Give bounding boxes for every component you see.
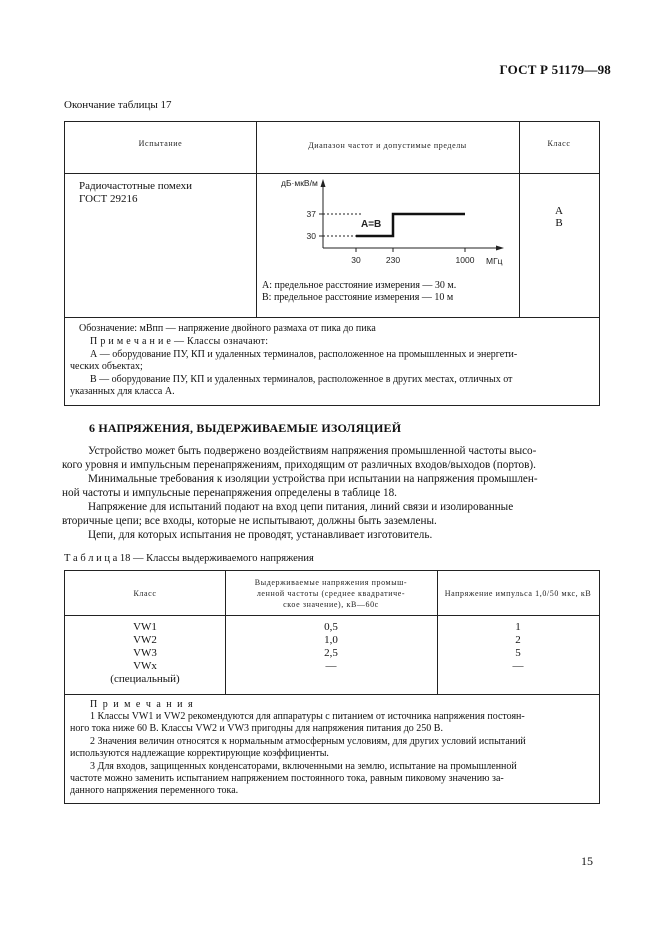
test-name: Радиочастотные помехи [79, 180, 192, 192]
row-1-ac: 0,5 [324, 621, 338, 633]
note-1-line1: 1 Классы VW1 и VW2 рекомендуются для аппаратуры с питанием от источника напряжения постоян- [90, 711, 525, 722]
paragraph-2-text: Минимальные требования к изоляции устройства при испытании на напряжения промышлен- [88, 473, 538, 485]
row-1-class: VW1 [133, 621, 157, 633]
row-3-class: VW3 [133, 647, 157, 659]
row-2-impulse: 2 [515, 634, 521, 646]
row-4-class: VWx [133, 660, 157, 672]
note-class-b-line2: указанных для класса А. [70, 386, 175, 397]
page-number: 15 [581, 854, 593, 868]
note-class-a-line1: А — оборудование ПУ, КП и удаленных терминалов, расположенное на промышленных и энергети- [90, 349, 518, 360]
paragraph-2-line1 [62, 472, 600, 486]
row-3-ac: 2,5 [324, 647, 338, 659]
note-class-b-line1: В — оборудование ПУ, КП и удаленных терминалов, расположенное в других местах, отличных от [90, 374, 513, 385]
chart-x-axis-arrow [496, 246, 504, 251]
table17-header-range: Диапазон частот и допустимые пределы [308, 141, 467, 150]
table18-header-impulse: Напряжение импульса 1,0/50 мкс, кВ [444, 589, 592, 598]
note-2-line2: используются надлежащие корректирующие коэффициенты. [70, 748, 329, 759]
table17-caption: Окончание таблицы 17 [64, 99, 172, 111]
chart-y-label: дБ·мкВ/м [281, 178, 318, 188]
designation-note: Обозначение: мВпп — напряжение двойного размаха от пика до пика [79, 323, 376, 334]
paragraph-1-line2: кого уровня и импульсным перенапряжениям, приходящим от различных входов/выходов (портов). [62, 459, 536, 471]
note-3-line1: 3 Для входов, защищенных конденсаторами, включенными на землю, испытание на промышленной [90, 761, 517, 772]
note-3-line2: частоте можно заменить испытанием напряжением постоянного тока, равным пиковому значению за- [70, 773, 504, 784]
table18-header-ac-line3: ское значение), кВ—60с [283, 600, 379, 609]
paragraph-1-text: Устройство может быть подвержено воздействиям напряжения промышленной частоты высо- [88, 445, 537, 457]
chart-annotation: А=В [361, 219, 382, 230]
note-3-line3: данного напряжения переменного тока. [70, 785, 239, 796]
row-4-ac: — [325, 660, 337, 672]
note-1-line2: ного тока ниже 60 В. Классы VW2 и VW3 пригодны для напряжения питания до 250 В. [70, 723, 443, 734]
paragraph-1-line1 [62, 444, 600, 458]
paragraph-2-line2: ной частоты и импульсные перенапряжения определены в таблице 18. [62, 487, 397, 499]
note-title: П р и м е ч а н и е — Классы означают: [90, 336, 269, 347]
table18-header-ac-line1: Выдерживаемые напряжения промыш- [254, 578, 408, 587]
class-b: В [555, 217, 563, 229]
row-4-impulse: — [512, 660, 524, 672]
paragraph-4-text: Цепи, для которых испытания не проводят, устанавливает изготовитель. [88, 529, 433, 541]
row-1-impulse: 1 [515, 621, 521, 633]
table18-header-class: Класс [133, 589, 157, 598]
row-2-ac: 1,0 [324, 634, 338, 646]
test-standard: ГОСТ 29216 [79, 193, 138, 205]
table18-caption: Т а б л и ц а 18 — Классы выдерживаемого напряжения [64, 553, 314, 564]
chart-x-tick-label-30: 30 [351, 255, 361, 265]
row-3-impulse: 5 [515, 647, 521, 659]
table18 [64, 570, 600, 804]
paragraph-3-text: Напряжение для испытаний подают на вход цепи питания, линий связи и изолированные [88, 501, 514, 513]
note-b: В: предельное расстояние измерения — 10 м [262, 292, 454, 303]
paragraph-4-line1 [62, 528, 600, 542]
paragraph-3-line1 [62, 500, 600, 514]
section-title: 6 НАПРЯЖЕНИЯ, ВЫДЕРЖИВАЕМЫЕ ИЗОЛЯЦИЕЙ [89, 421, 402, 435]
table17-header-class: Класс [547, 139, 571, 148]
table17-header-test: Испытание [138, 139, 183, 148]
paragraph-3-line2: вторичные цепи; все входы, которые не испытывают, должны быть заземлены. [62, 515, 437, 527]
row-4-class-special: (специальный) [110, 673, 180, 685]
row-2-class: VW2 [133, 634, 157, 646]
note-a: А: предельное расстояние измерения — 30 м. [262, 280, 457, 291]
chart-y-axis-arrow [321, 179, 326, 187]
table17 [64, 121, 600, 406]
note-2-line1: 2 Значения величин относятся к нормальным атмосферным условиям, для других условий испытаний [90, 736, 526, 747]
chart-x-label: МГц [486, 256, 503, 266]
table18-header-ac-line2: ленной частоты (среднее квадратиче- [256, 589, 406, 598]
chart-y-tick-label-30: 30 [306, 231, 316, 241]
table18-notes-title: П р и м е ч а н и я [90, 699, 195, 710]
chart-x-tick-label-230: 230 [385, 255, 401, 265]
chart-x-tick-label-1000: 1000 [455, 255, 475, 265]
chart-y-tick-label-37: 37 [306, 209, 316, 219]
document-header: ГОСТ Р 51179—98 [499, 62, 611, 77]
note-class-a-line2: ческих объектах; [70, 361, 143, 372]
emission-limit-chart [261, 176, 511, 276]
class-a: А [555, 205, 563, 217]
